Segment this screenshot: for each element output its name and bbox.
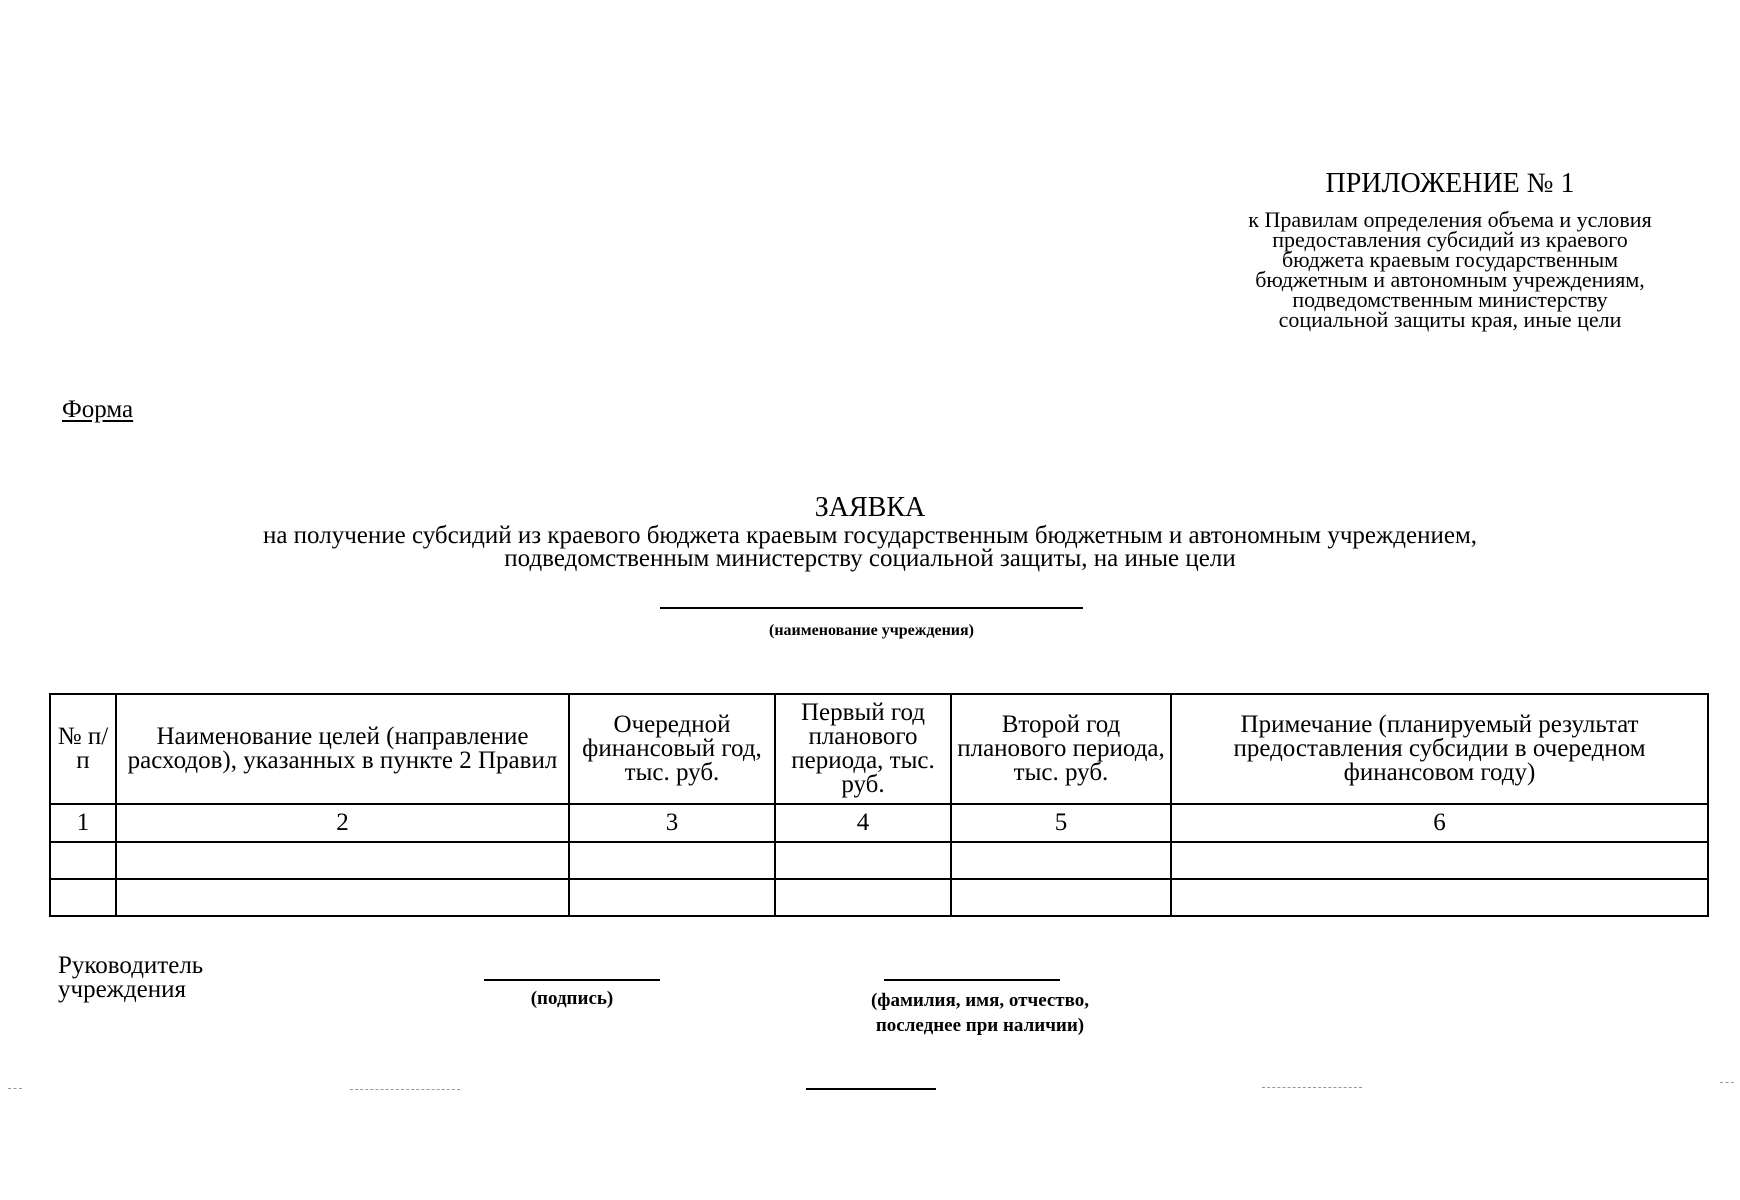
scan-artifact [8,1088,22,1089]
form-label: Форма [62,396,134,423]
table-cell[interactable] [569,842,775,879]
header-cell-purpose: Наименование целей (направление расходов), указанных в пункте 2 Правил [116,694,569,804]
scan-artifact [1262,1087,1362,1088]
header-cell-note: Примечание (планируемый результат предоставления субсидии в очередном финансовом году) [1171,694,1708,804]
appendix-line: бюджетным и автономным учреждениям, [1255,267,1645,292]
signer-label [58,954,203,1002]
table-row [50,842,1708,879]
table-header-row [50,694,1708,804]
institution-name-caption: (наименование учреждения) [768,622,974,639]
table-cell[interactable] [1171,879,1708,916]
appendix-line: предоставления субсидий из краевого [1272,227,1628,252]
table-cell[interactable] [775,842,951,879]
appendix-title: ПРИЛОЖЕНИЕ № 1 [1325,168,1575,199]
header-cell-current-year: Очередной финансовый год, тыс. руб. [569,694,775,804]
document-heading [0,492,1740,570]
signer-line: Руководитель [58,952,204,979]
table-cell[interactable] [50,842,116,879]
table-row [50,879,1708,916]
column-number-cell: 1 [50,804,116,842]
bottom-divider [806,1088,936,1090]
full-name-line[interactable] [884,979,1060,981]
table-cell[interactable] [775,879,951,916]
table-cell[interactable] [116,879,569,916]
scan-artifact [1720,1082,1734,1083]
table-cell[interactable] [951,842,1171,879]
table-cell[interactable] [951,879,1171,916]
column-number-cell: 3 [569,804,775,842]
table-cell[interactable] [116,842,569,879]
full-name-caption [820,988,1140,1038]
column-number-cell: 2 [116,804,569,842]
signature-caption: (подпись) [530,988,614,1009]
subtitle-line: на получение субсидий из краевого бюджета краевым государственным бюджетным и автономным учреждением, [262,522,1478,549]
column-number-cell: 6 [1171,804,1708,842]
table-cell[interactable] [1171,842,1708,879]
appendix-block [1180,168,1720,330]
signature-line[interactable] [484,979,660,981]
column-number-row [50,804,1708,842]
header-cell-number: № п/п [50,694,116,804]
column-number-cell: 5 [951,804,1171,842]
appendix-line: бюджета краевым государственным [1281,247,1619,272]
header-cell-second-plan-year: Второй год планового периода, тыс. руб. [951,694,1171,804]
document-title: ЗАЯВКА [814,492,926,523]
signer-line: учреждения [58,976,187,1003]
document-subtitle [0,524,1740,570]
application-table [49,693,1709,917]
institution-name-line[interactable] [660,607,1083,609]
table-cell[interactable] [50,879,116,916]
table-cell[interactable] [569,879,775,916]
full-name-caption-line: (фамилия, имя, отчество, [870,990,1090,1011]
appendix-line: социальной защиты края, иные цели [1278,307,1622,332]
full-name-caption-line: последнее при наличии) [875,1015,1085,1036]
scan-artifact [350,1089,460,1090]
appendix-line: к Правилам определения объема и условия [1248,207,1652,232]
header-cell-first-plan-year: Первый год планового периода, тыс. руб. [775,694,951,804]
appendix-line: подведомственным министерству [1292,287,1608,312]
subtitle-line: подведомственным министерству социальной защиты, на иные цели [504,545,1236,572]
column-number-cell: 4 [775,804,951,842]
appendix-subtitle [1180,207,1720,332]
